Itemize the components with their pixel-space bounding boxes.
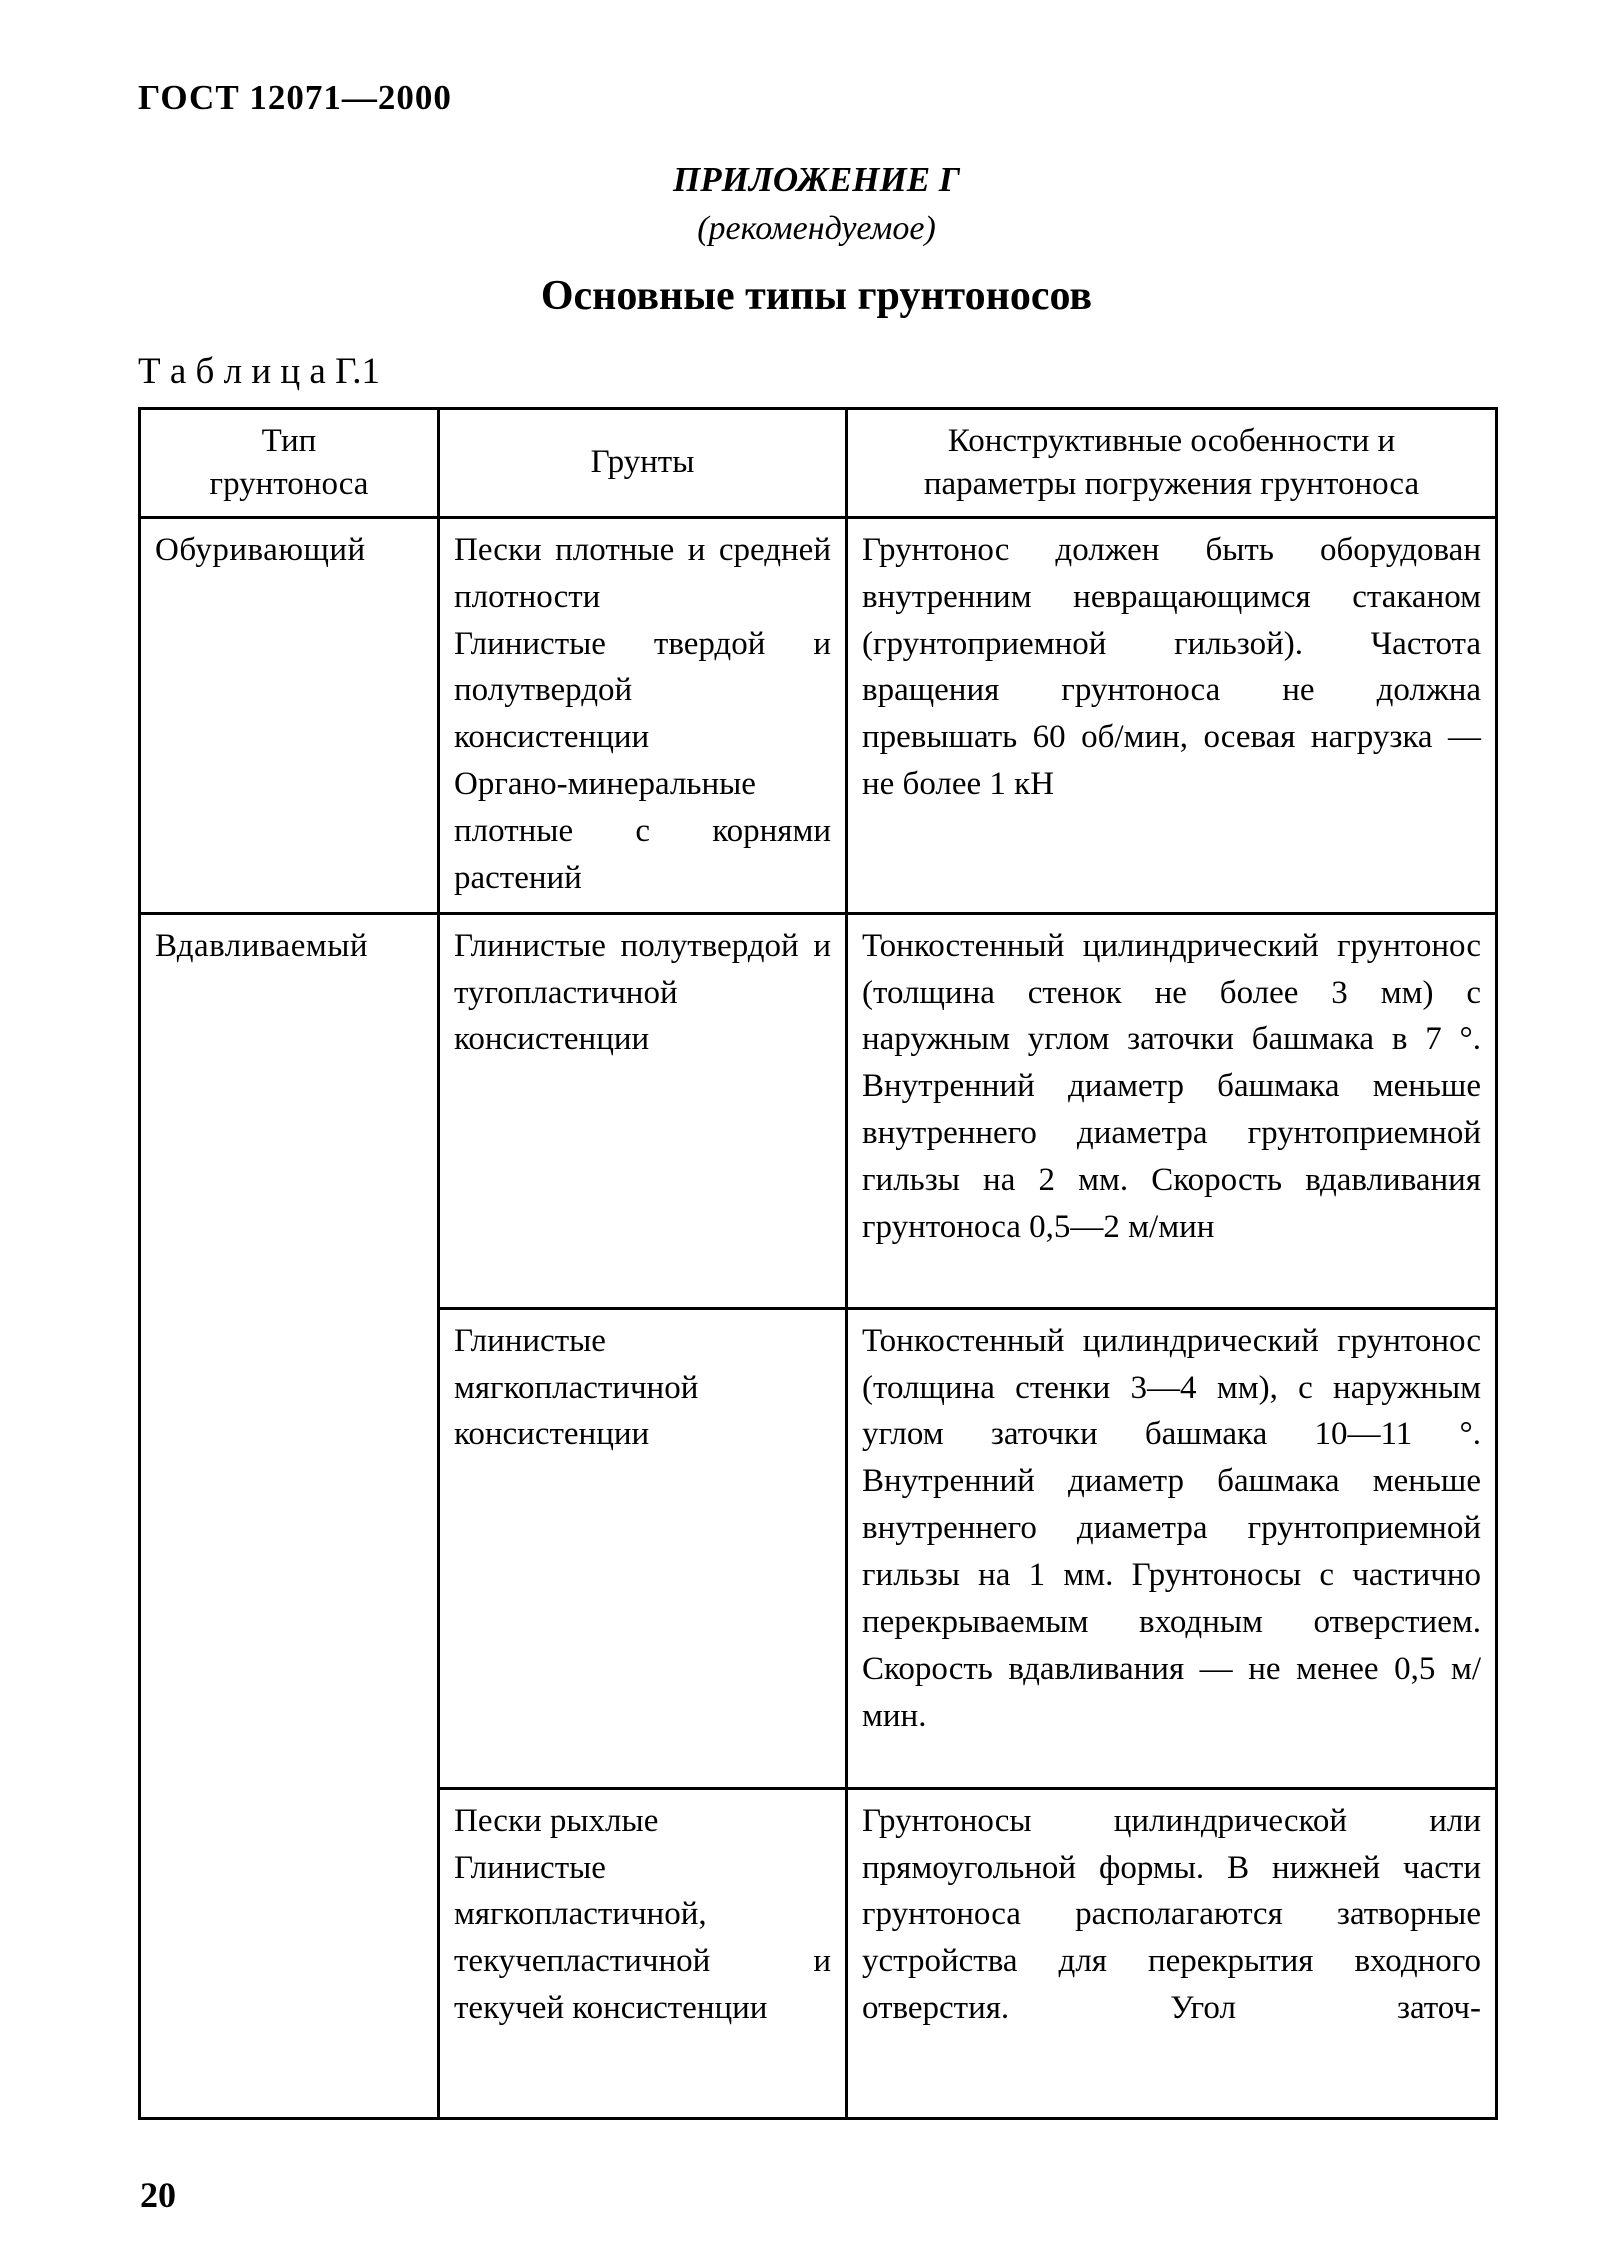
appendix-title: ПРИЛОЖЕНИЕ Г bbox=[673, 160, 960, 199]
header-sampler-type bbox=[140, 409, 439, 518]
appendix-subtitle: (рекомендуемое) bbox=[697, 210, 936, 247]
features-text: Грунтонос должен быть оборудован внутренним невращающимся стаканом (грунтоприемной гильзой). Частота вращения грунтоноса не должна превышать 60 об/мин, осевая нагрузка — не более 1 кН bbox=[862, 531, 1481, 803]
cell-features bbox=[847, 913, 1497, 1308]
soil-item: Глинистые твердой и полутвердой консистенции bbox=[454, 625, 831, 756]
cell-features bbox=[847, 1308, 1497, 1788]
soil-item: Глинистые мягкопластичной, текучепластичной и текучей консистенции bbox=[454, 1849, 831, 2027]
soil-item: Глинистые полутвердой и тугопластичной консистенции bbox=[454, 927, 831, 1058]
features-text: Тонкостенный цилиндрический грунтонос (толщина стенок не более 3 мм) с наружным углом заточки башмака в 7 °. Внутренний диаметр башмака меньше внутреннего диаметра грунтоприемной гильзы на 2 мм. Скорость вдавливания грунтоноса 0,5—2 м/мин bbox=[862, 927, 1481, 1245]
cell-features bbox=[847, 1788, 1497, 2118]
table-row bbox=[140, 517, 1497, 913]
cell-soils bbox=[439, 1308, 847, 1788]
header-line: Конструктивные особенности и bbox=[947, 423, 1396, 459]
header-line: параметры погружения грунтоноса bbox=[923, 465, 1420, 502]
doc-reference: ГОСТ 12071—2000 bbox=[138, 78, 452, 117]
header-line: Тип bbox=[261, 423, 317, 459]
soil-item: Глинистые мягкопластичной консистенции bbox=[454, 1322, 699, 1453]
header-line: Грунты bbox=[590, 444, 695, 481]
cell-sampler-type: Вдавливаемый bbox=[140, 913, 439, 2118]
cell-features bbox=[847, 517, 1497, 913]
cell-soils bbox=[439, 1788, 847, 2118]
cell-sampler-type: Обуривающий bbox=[140, 517, 439, 913]
table-row bbox=[140, 913, 1497, 1308]
soil-item: Пески плотные и средней плотности bbox=[454, 531, 831, 615]
soil-item: Органо-минеральные плотные с корнями растений bbox=[454, 766, 831, 896]
sampler-types-table bbox=[138, 407, 1498, 2120]
table-label: Т а б л и ц а Г.1 bbox=[138, 351, 381, 392]
header-line: грунтоноса bbox=[209, 465, 369, 502]
cell-soils bbox=[439, 913, 847, 1308]
header-features bbox=[847, 409, 1497, 518]
header-soils bbox=[439, 409, 847, 518]
page-number: 20 bbox=[140, 2175, 176, 2215]
table-header-row bbox=[140, 409, 1497, 518]
soil-item: Пески рыхлые bbox=[454, 1802, 659, 1839]
cell-soils bbox=[439, 517, 847, 913]
features-text: Грунтоносы цилиндрической или прямоугольной формы. В нижней части грунтоноса располагаются затворные устройства для перекрытия входного отверстия. Угол заточ- bbox=[862, 1802, 1481, 2027]
features-text: Тонкостенный цилиндрический грунтонос (толщина стенки 3—4 мм), с наружным углом заточки башмака 10—11 °. Внутренний диаметр башмака меньше внутреннего диаметра грунтоприемной гильзы на 1 мм. Грунтоносы с частично перекрываемым входным отверстием. Скорость вдавливания — не менее 0,5 м/мин. bbox=[862, 1322, 1481, 1734]
section-title: Основные типы грунтоносов bbox=[540, 273, 1093, 319]
